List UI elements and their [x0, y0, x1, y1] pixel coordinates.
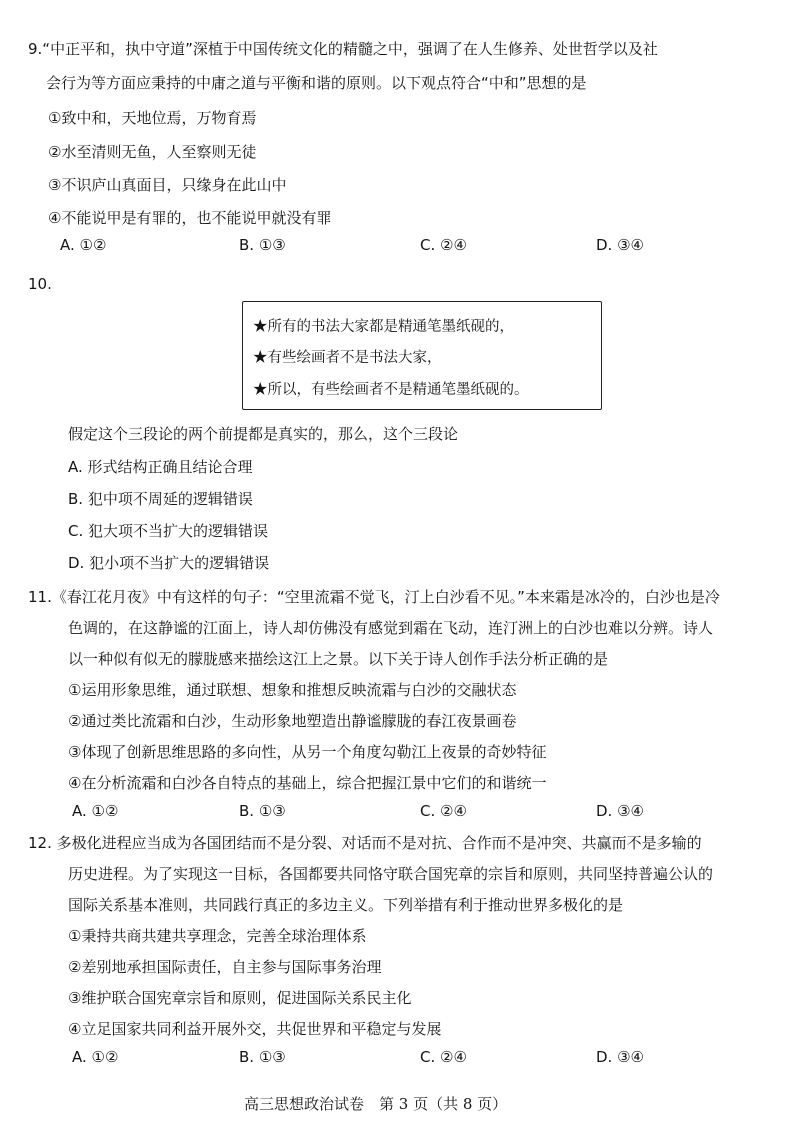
q9-option-b: B. ①③ [239, 236, 286, 254]
q9-option-d: D. ③④ [596, 236, 644, 254]
q12-option-b: B. ①③ [239, 1048, 286, 1066]
q9-item-2: ②水至清则无鱼，人至察则无徒 [48, 143, 257, 161]
q11-option-a: A. ①② [72, 802, 119, 820]
q9-item-4: ④不能说甲是有罪的，也不能说甲就没有罪 [48, 209, 332, 227]
q9-item-1: ①致中和，天地位焉，万物育焉 [48, 109, 257, 127]
q12-item-1: ①秉持共商共建共享理念，完善全球治理体系 [68, 927, 367, 945]
q11-stem-line3: 以一种似有似无的朦胧感来描绘这江上之景。以下关于诗人创作手法分析正确的是 [68, 650, 609, 668]
q12-item-4: ④立足国家共同利益开展外交，共促世界和平稳定与发展 [68, 1020, 442, 1038]
syllogism-major-premise: ★所有的书法大家都是精通笔墨纸砚的， [253, 319, 514, 335]
q12-stem-line3: 国际关系基本准则，共同践行真正的多边主义。下列举措有利于推动世界多极化的是 [68, 896, 624, 914]
q10-option-c: C. 犯大项不当扩大的逻辑错误 [68, 522, 269, 540]
q10-option-d: D. 犯小项不当扩大的逻辑错误 [68, 554, 270, 572]
q11-stem-line1: 11.《春江花月夜》中有这样的句子：“空里流霜不觉飞，汀上白沙看不见。”本来霜是冰冷的，白沙也是冷 [28, 588, 720, 606]
syllogism-minor-premise: ★有些绘画者不是书法大家， [253, 350, 442, 366]
q12-stem-line1: 12. 多极化进程应当成为各国团结而不是分裂、对话而不是对抗、合作而不是冲突、共赢而不是多输的 [28, 834, 702, 852]
q11-item-1: ①运用形象思维，通过联想、想象和推想反映流霜与白沙的交融状态 [68, 681, 517, 699]
q9-option-c: C. ②④ [420, 236, 467, 254]
q9-option-a: A. ①② [60, 236, 107, 254]
q9-stem-line1: 9.“中正平和，执中守道”深植于中国传统文化的精髓之中，强调了在人生修养、处世哲学以及社 [28, 40, 658, 58]
q11-option-b: B. ①③ [239, 802, 286, 820]
syllogism-conclusion: ★所以，有些绘画者不是精通笔墨纸砚的。 [253, 382, 529, 398]
q12-item-2: ②差别地承担国际责任，自主参与国际事务治理 [68, 958, 382, 976]
q12-item-3: ③维护联合国宪章宗旨和原则，促进国际关系民主化 [68, 989, 412, 1007]
q11-option-c: C. ②④ [420, 802, 467, 820]
q11-item-3: ③体现了创新思维思路的多向性，从另一个角度勾勒江上夜景的奇妙特征 [68, 743, 547, 761]
q12-option-c: C. ②④ [420, 1048, 467, 1066]
q12-stem-line2: 历史进程。为了实现这一目标，各国都要共同恪守联合国宪章的宗旨和原则，共同坚持普遍公认的 [68, 865, 714, 883]
q9-stem-line2: 会行为等方面应秉持的中庸之道与平衡和谐的原则。以下观点符合“中和”思想的是 [46, 74, 587, 92]
q11-option-d: D. ③④ [596, 802, 644, 820]
q11-stem-line2: 色调的，在这静谧的江面上，诗人却仿佛没有感觉到霜在飞动，连汀洲上的白沙也难以分辨。诗人 [68, 619, 714, 637]
q10-number: 10. [28, 275, 52, 293]
q10-option-a: A. 形式结构正确且结论合理 [68, 458, 253, 476]
q12-option-a: A. ①② [72, 1048, 119, 1066]
q12-option-d: D. ③④ [596, 1048, 644, 1066]
q10-stem: 假定这个三段论的两个前提都是真实的，那么，这个三段论 [68, 425, 459, 443]
syllogism-box [242, 301, 602, 410]
q9-item-3: ③不识庐山真面目，只缘身在此山中 [48, 176, 287, 194]
q11-item-2: ②通过类比流霜和白沙，生动形象地塑造出静谧朦胧的春江夜景画卷 [68, 712, 517, 730]
q10-option-b: B. 犯中项不周延的逻辑错误 [68, 490, 253, 508]
page-footer: 高三思想政治试卷 第 3 页（共 8 页） [244, 1095, 508, 1113]
q11-item-4: ④在分析流霜和白沙各自特点的基础上，综合把握江景中它们的和谐统一 [68, 774, 547, 792]
